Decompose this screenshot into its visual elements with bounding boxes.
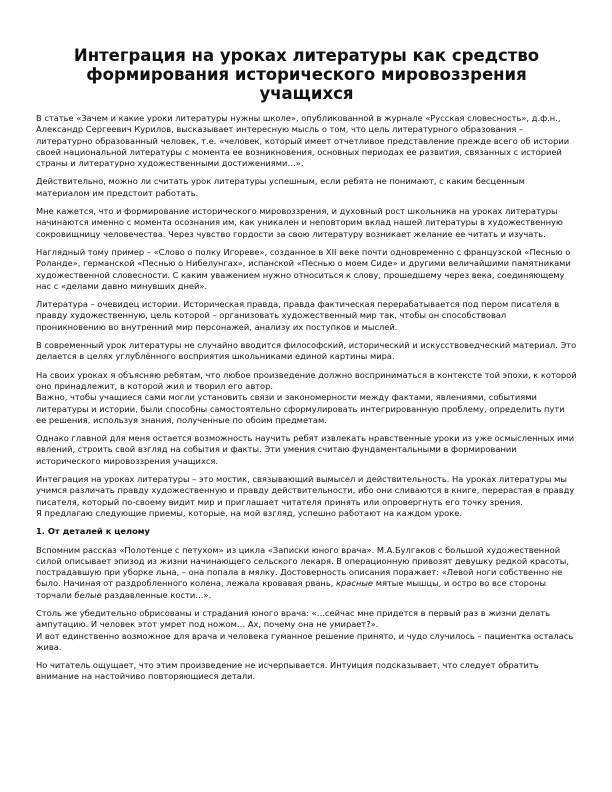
- paragraph-11b: И вот единственно возможное для врача и человека гуманное решение принято, и чудо случилось – пациентка осталась жива.: [36, 630, 574, 652]
- page-title: Интеграция на уроках литературы как средство формирования исторического мировоззрения учащихся: [73, 46, 540, 103]
- paragraph-3: Мне кажется, что и формирование исторического мировоззрения, и духовный рост школьника на уроках литературы начинаются именно с момента осознания им, как уникален и неповторим вклад нашей литературы в художественную сокровищницу человечества. Через чувство гордости за свою литературу возникает желание ее читать и изучать.: [36, 206, 563, 239]
- paragraph-4: Наглядный тому пример – «Слово о полку Игореве», созданное в XII веке почти одновременно с французской «Песнью о Роланде», германской «Песнью о Нибелунгах», испанской «Песнью о моем Сиде» и другими величайшими памятниками художественной словесности. С каким уважением нужно относиться к слову, прошедшему через века, соединяющему нас с «делами давно минувших дней».: [36, 246, 571, 291]
- emphasis-red: красные: [336, 578, 374, 589]
- paragraph-7a: На своих уроках я объясняю ребятам, что любое произведение должно восприниматься в контексте той эпохи, к которой оно принадлежит, в которой жил и творил его автор.: [36, 369, 577, 391]
- emphasis-white: белые: [74, 589, 102, 600]
- paragraph-11a: Столь же убедительно обрисованы и страдания юного врача: «…сейчас мне придется в первый раз в жизни делать ампутацию. И человек этот умрет под ножом… Ах, почему она не умирает?».: [36, 607, 551, 630]
- paragraph-10-part-b: мятые мышцы, и остро во все стороны торчали: [36, 578, 547, 600]
- paragraph-8: Однако главной для меня остается возможность научить ребят извлекать нравственные уроки из уже осмысленных ими явлений, строить свой взгляд на события и факты. Эти умения считаю фундаментальными в формировании исторического мировоззрения учащихся.: [36, 433, 575, 466]
- paragraph-1: В статье «Зачем и какие уроки литературы нужны школе», опубликованной в журнале «Русская словесность», д.ф.н., Александр Сергеевич Курилов, высказывает интересную мысль о том, что цель литературного образования – литературно образованный человек, т.е. «человек, который имеет отчетливое представление прежде всего об истории своей национальной литературы с момента ее возникновения, основных периодах ее развития, связанных с историей страны и литературно художественными достижениями…».: [36, 113, 570, 169]
- paragraph-10-part-c: раздавленные кости…».: [104, 589, 212, 600]
- paragraph-5: Литература – очевидец истории. Историческая правда, правда фактическая перерабатывается под пером писателя в правду художественную, цель которой – организовать художественный мир так, чтобы он способствовал проникновению во внутренний мир персонажей, анализу их поступков и мыслей.: [36, 299, 560, 332]
- paragraph-10-part-a: Вспомним рассказ «Полотенце с петухом» из цикла «Записки юного врача». М.А.Булгаков с большой художественной силой описывает эпизод из жизни начинающего сельского лекаря. В операционную привозят девушку редкой красоты, пострадавшую при уборке льна, – она попала в мялку. Достоверность описания поражает: «Левой ноги собственно не было. Начиная от раздробленного колена, лежала кровавая рвань,: [36, 544, 569, 589]
- paragraph-2: Действительно, можно ли считать урок литературы успешным, если ребята не понимают, с каким бесценным материалом им предстоит работать.: [36, 176, 525, 198]
- paragraph-7b: Важно, чтобы учащиеся сами могли установить связи и закономерности между фактами, явлениями, событиями литературы и истории, были способны самостоятельно сформулировать интегрированную проблему, определить пути ее решения, используя знания, полученные по обоим предметам.: [36, 392, 565, 425]
- paragraph-9b: Я предлагаю следующие приемы, которые, на мой взгляд, успешно работают на каждом уроке.: [36, 507, 462, 518]
- paragraph-10: [36, 545, 577, 601]
- paragraph-12: Но читатель ощущает, что этим произведение не исчерпывается. Интуиция подсказывает, что следует обратить внимание на настойчиво повторяющиеся детали.: [36, 660, 539, 682]
- paragraph-6: В современный урок литературы не случайно вводится философский, исторический и искусствоведческий материал. Это делается в целях углублённого восприятия школьниками единой картины мира.: [36, 340, 577, 362]
- section-heading: 1. От деталей к целому: [36, 526, 150, 537]
- paragraph-9a: Интеграция на уроках литературы – это мостик, связывающий вымысел и действительность. На уроках литературы мы учимся различать правду художественную и правду действительности, ибо они сливаются в книге, перерастая в правду писателя, который по-своему видит мир и приглашает читателя принять или опровергнуть его точку зрения.: [36, 474, 575, 507]
